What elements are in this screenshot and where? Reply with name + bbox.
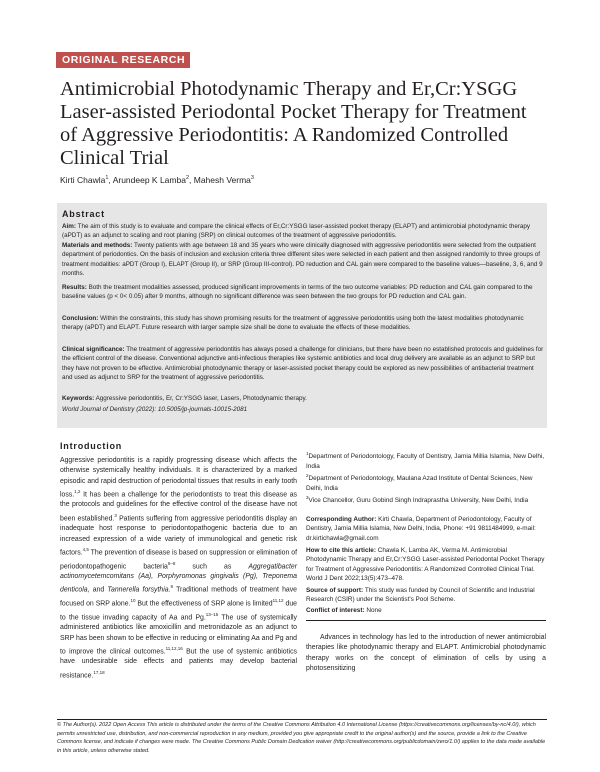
author-affiliation-mark: 3	[250, 175, 254, 182]
title-line: Clinical Trial	[60, 147, 169, 169]
introduction-text: Aggressive periodontitis is a rapidly progressing disease which affects the otherwise systemically healthy individuals. It is characterized by a marked episodic and rapid destruction of periodontal tissues that results in early tooth loss.$^{1,2}$ It has been a challenge for the periodontists to treat this disease as the protocols and guidelines for the effective control of the disease have not been established.$^3$ Patients suffering from aggressive periodontitis display an inadequate host response to periodontopathogenic bacteria due to an increased expression of a wide variety of immunological and genetic risk factors.$^{4,5}$ The prevention of disease is based on suppression or elimination of periodontopathogenic bacteria$^{6-8}$ such as Aggregatibacter actinomycetemcomitans (Aa), Porphyromonas gingivalis (Pg), Treponema denticola, and Tannerella forsythia.$^9$ Traditional methods of treatment have focused on SRP alone.$^{10}$ But the effectiveness of SRP alone is limited$^{11,12}$ due to the tissue invading capacity of Aa and Pg.$^{13-15}$ The use of systemically administered antibiotics like amoxicillin and metronidazole as an adjunct to SRP has been shown to be effective in reducing or eliminating Aa and Pg and to improve the clinical outcomes.$^{11,12,16}$ But the use of systemic antibiotics have undesirable side effects and patients may develop bacterial resistance.$^{17,18}$	[60, 457, 298, 680]
abstract-methods: Materials and methods: Twenty patients with age between 18 and 35 years who were clinically diagnosed with aggressive periodontitis were selected from the outpatient department of periodontics. On the basis of inclusion and exclusion criteria three different sites were selected in each patient and then assigned randomly to three groups of treatment modalities: aPDT (Group I), ELAPT (Group II), or SRP (Group III-control). PD reduction and CAL gain were compared to the baseline values—baseline, 3, 6, and 9 months.	[62, 242, 543, 278]
journal-citation: World Journal of Dentistry (2022): 10.5005/jp-journals-10015-2081	[62, 406, 248, 413]
title-line: Laser-assisted Periodontal Pocket Therapy for Treatment	[60, 101, 527, 123]
how-to-cite: How to cite this article: Chawla K, Lamba AK, Verma M. Antimicrobial Photodynamic Therapy and Er,Cr:YSGG Laser-assisted Periodontal Pocket Therapy for Treatment of Aggressive Periodontitis: A Randomized Controlled Clinical Trial. World J Dent 2022;13(5):473–478.	[306, 547, 545, 583]
abstract-keywords: Keywords: Aggressive periodontitis, Er, Cr:YSGG laser, Lasers, Photodynamic therapy.	[62, 395, 307, 402]
affiliation-3: $^3$Vice Chancellor, Guru Gobind Singh Indraprastha University, New Delhi, India	[306, 495, 529, 505]
abstract-clinical-significance: Clinical significance: The treatment of aggressive periodontitis has always posed a challenge for clinicians, but there have been no established protocols and guidelines for the efficient control of the disease. Conventional adjunctive anti-infectious therapies like systemic antibiotics and local drug delivery are available as an adjunct to SRP but they have not proven to be effective. Antimicrobial photodynamic therapy or laser-assisted pocket therapy could be explored as new possibilities of antibacterial treatment and used as adjunct to SRP for the treatment of aggressive periodontitis.	[62, 346, 544, 382]
footer-divider	[57, 719, 547, 720]
affiliation-2: $^2$Department of Periodontology, Maulana Azad Institute of Dental Sciences, New Delhi, India	[306, 473, 533, 492]
source-of-support: Source of support: This study was funded by Council of Scientific and Industrial Research (CSIR) under the Scientist's Pool Scheme.	[306, 587, 535, 604]
affiliation-1: $^1$Department of Periodontology, Faculty of Dentistry, Jamia Millia Islamia, New Delhi, India	[306, 451, 545, 470]
introduction-heading: Introduction	[60, 441, 123, 451]
corresponding-author: Corresponding Author: Kirti Chawla, Department of Periodontology, Faculty of Dentistry, Jamia Millia Islamia, New Delhi, India, Phone: +91 9811484999, e-mail: dr.kirtichawla@gmail.com	[306, 516, 536, 542]
article-title	[60, 78, 560, 170]
section-banner-label: ORIGINAL RESEARCH	[62, 54, 186, 66]
abstract-results: Results: Both the treatment modalities assessed, produced significant improvements in terms of the two outcome variables: PD reduction and CAL gain compared to the baseline values (p < 0< 0.05) after 9 months, although no significant difference was seen between the two groups for PD reduction and CAL gain.	[62, 284, 533, 301]
conflict-of-interest: Conflict of interest: None	[306, 607, 382, 614]
column-divider	[306, 620, 546, 621]
author-list: Kirti Chawla$^1$, Arundeep K Lamba$^2$, Mahesh Verma$^3$	[60, 175, 254, 185]
title-line: Antimicrobial Photodynamic Therapy and Er,Cr:YSGG	[60, 78, 518, 100]
author-name: Mahesh Verma	[193, 175, 251, 185]
author-affiliation-mark: 2	[185, 175, 189, 182]
title-line: of Aggressive Periodontitis: A Randomized Controlled	[60, 124, 509, 146]
author-name: Kirti Chawla	[60, 175, 106, 185]
author-affiliation-mark: 1	[105, 175, 109, 182]
section-banner	[56, 52, 190, 68]
abstract-heading: Abstract	[62, 209, 105, 219]
license-footer: © The Author(s). 2022 Open Access This article is distributed under the terms of the Creative Commons Attribution 4.0 International License (https://creativecommons.org/licenses/by-nc/4.0/), which permits unrestricted use, distribution, and non-commercial reproduction in any medium, provided you give appropriate credit to the original author(s) and the source, provide a link to the Creative Commons license, and indicate if changes were made. The Creative Commons Public Domain Dedication waiver (http://creativecommons.org/publicdomain/zero/1.0/) applies to the data made available in this article, unless otherwise stated.	[57, 722, 546, 754]
body-text-column-2: Advances in technology has led to the introduction of newer antimicrobial therapies like photodynamic therapy and ELAPT. Antimicrobial photodynamic therapy works on the concept of elimination of cells by using a photosensitizing	[306, 634, 546, 672]
abstract-conclusion: Conclusion: Within the constraints, this study has shown promising results for the treatment of aggressive periodontitis using both the latest modalities photodynamic therapy (aPDT) and ELAPT. Future research with larger sample size shall be done to evaluate the effects of these modalities.	[62, 315, 524, 332]
author-name: Arundeep K Lamba	[112, 175, 186, 185]
abstract-aim: Aim: The aim of this study is to evaluate and compare the clinical effects of Er,Cr:YSGG laser-assisted pocket therapy (ELAPT) and antimicrobial photodynamic therapy (aPDT) as an adjunct to scaling and root planing (SRP) on clinical outcomes of the treatment of aggressive periodontitis.	[62, 223, 531, 240]
